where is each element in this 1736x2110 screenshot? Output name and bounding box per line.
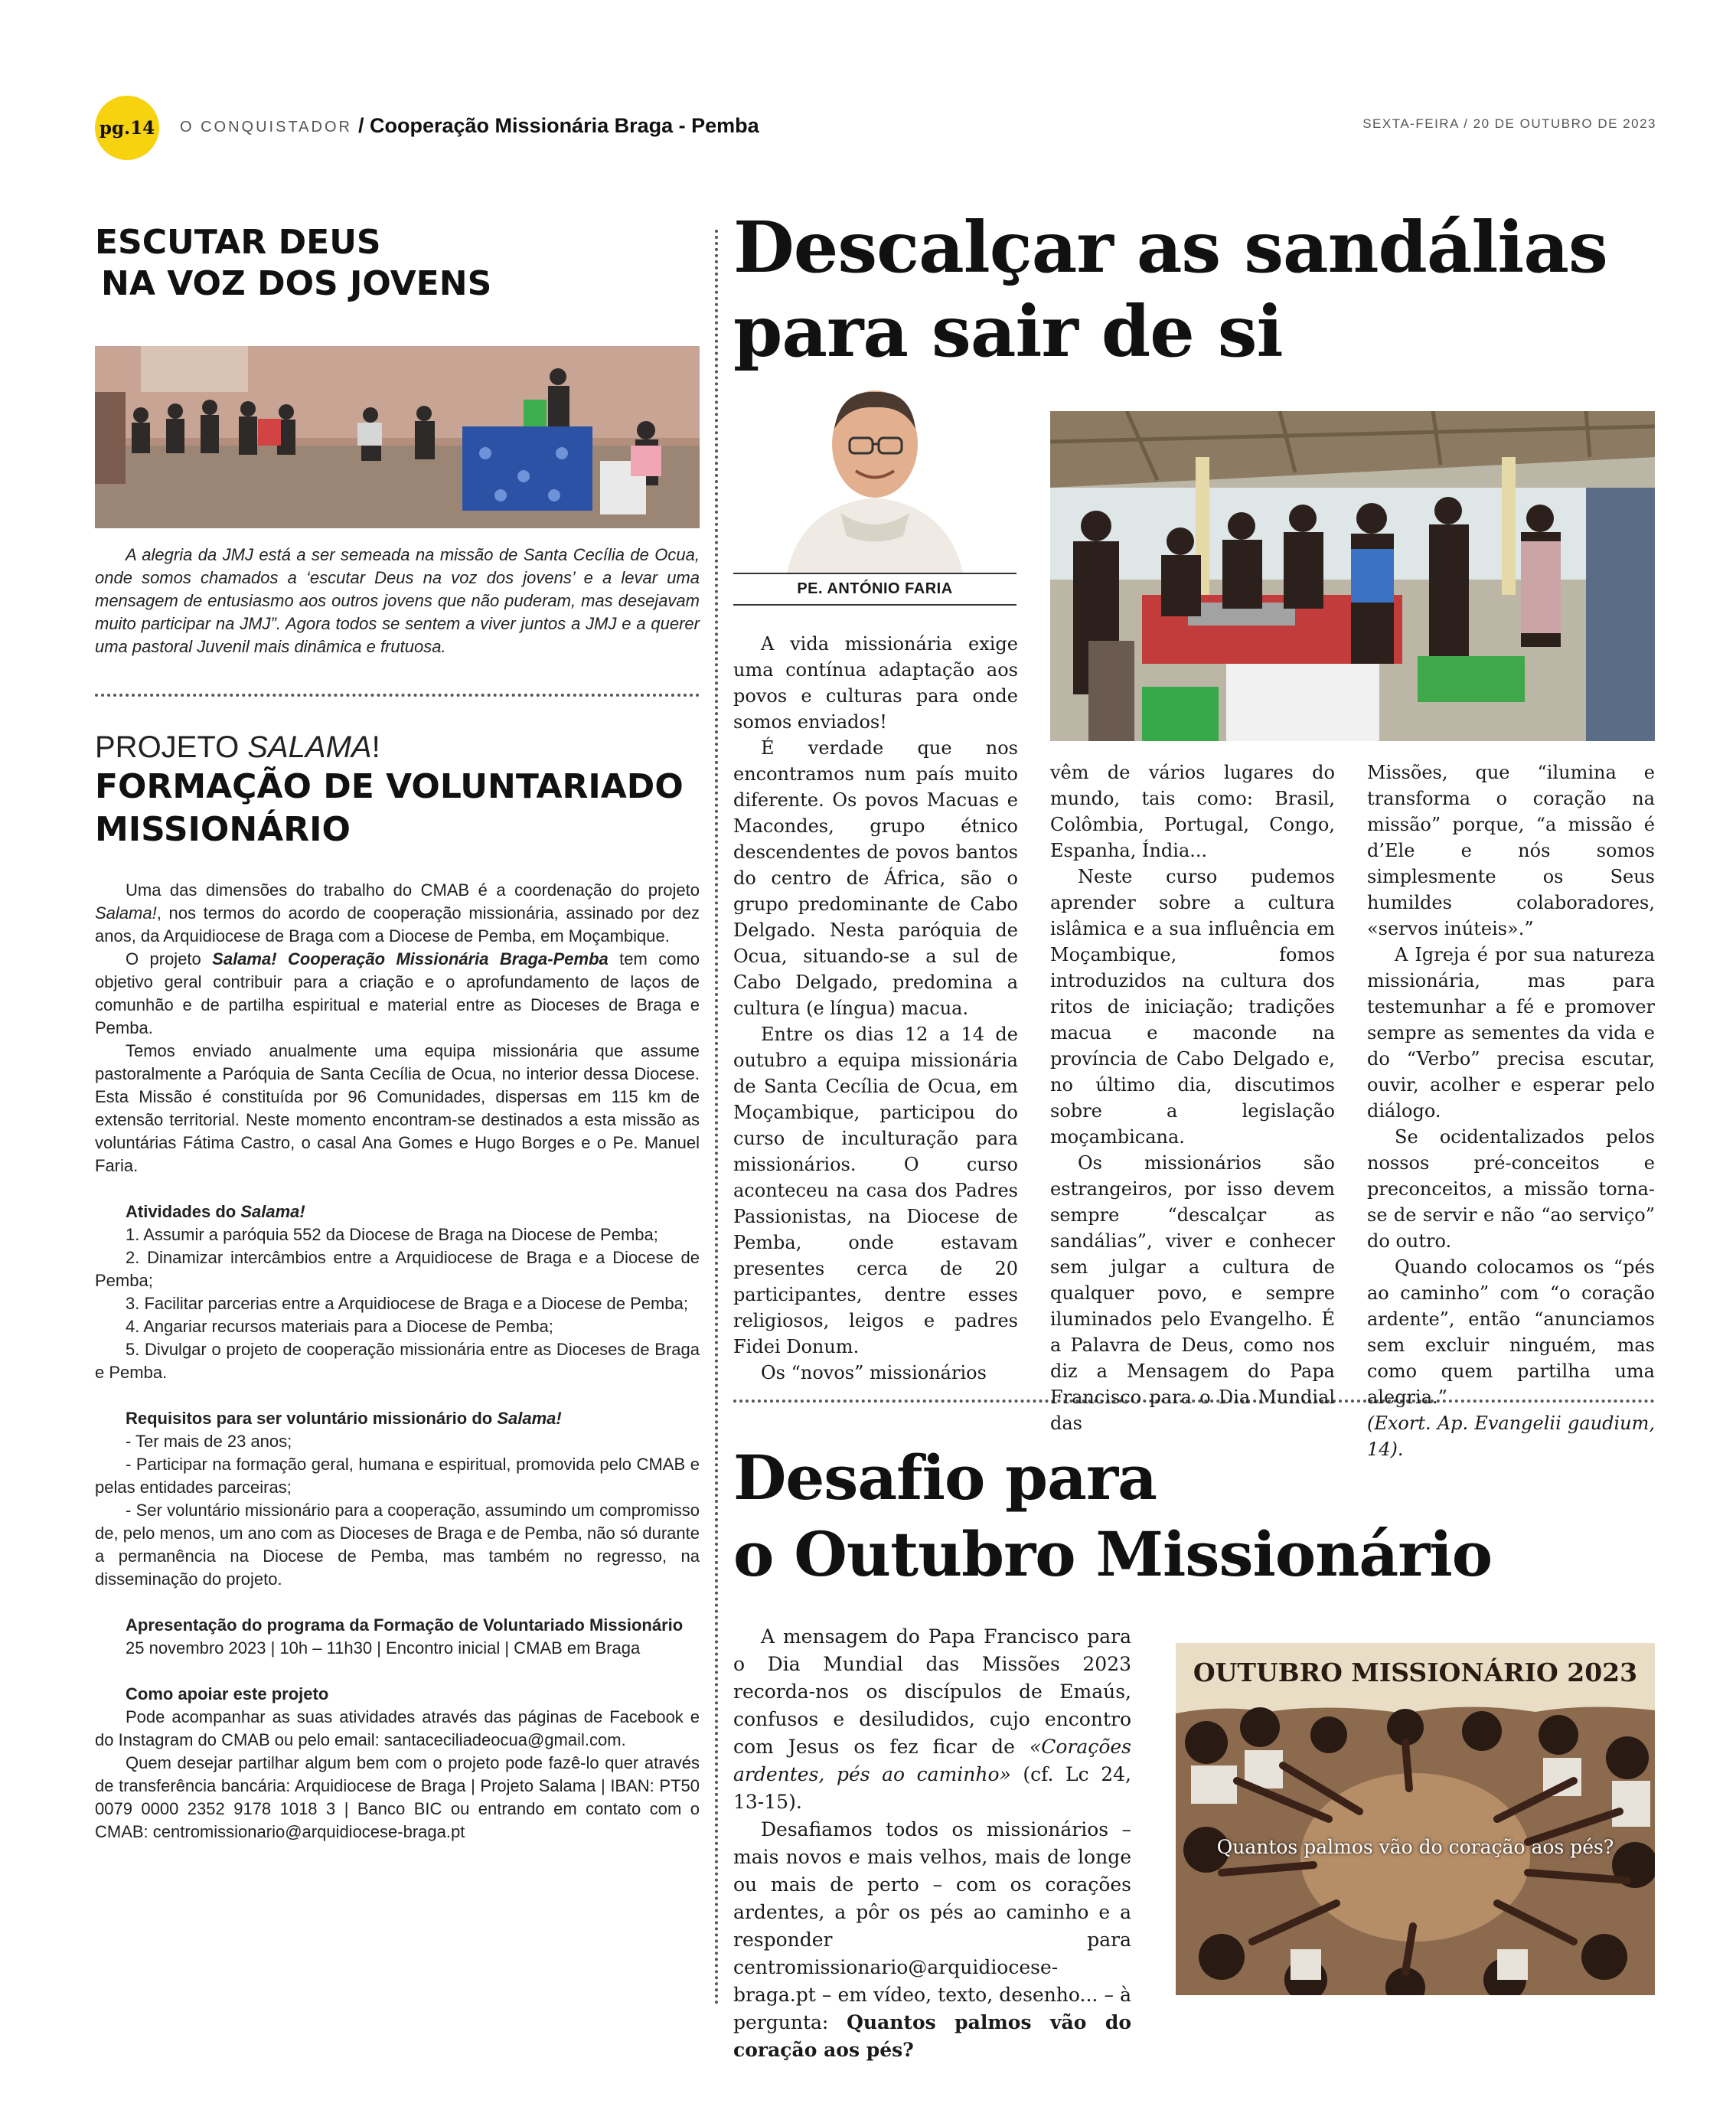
title-line: FORMAÇÃO DE VOLUNTARIADO [95,767,684,806]
text: O projeto [126,949,213,968]
list-item: - Participar na formação geral, humana e espiritual, promovida pelo CMAB e pelas entidades parceiras; [95,1455,700,1497]
title-line: NA VOZ DOS JOVENS [101,264,492,303]
article-column [1367,759,1655,1462]
text: Atividades do [126,1202,241,1221]
headline-line: Descalçar as sandálias [733,206,1607,289]
poster-title: OUTUBRO MISSIONÁRIO 2023 [1193,1657,1638,1687]
paragraph: Entre os dias 12 a 14 de outubro a equipa missionária de Santa Cecília de Ocua, em Moçambique, participou do curso de inculturação para missionários. O curso aconteceu na casa dos Padres Passionistas, na Diocese de Pemba, onde estavam presentes cerca de 20 participantes, dentre esses religiosos, leigos e padres Fidei Donum. [733,1024,1018,1357]
poster-question: Quantos palmos vão do coração aos pés? [1216,1836,1614,1858]
list-item: 3. Facilitar parcerias entre a Arquidiocese de Braga e a Diocese de Pemba; [126,1294,688,1313]
project-kicker [95,729,700,766]
text: tem como objetivo geral contribuir para a criação e o aprofundamento de laços de comunhão e de partilha espiritual e material entre as Dioceses de Braga e Pemba. [95,949,700,1037]
article-column [1050,759,1335,1436]
author-portrait [733,383,1016,573]
paragraph [733,1816,1131,2064]
reference: (Exort. Ap. Evangelii gaudium, 14). [1367,1413,1655,1460]
section-title: / Cooperação Missionária Braga - Pemba [358,114,759,137]
issue-date: SEXTA-FEIRA / 20 DE OUTUBRO DE 2023 [1362,116,1656,131]
paragraph: Os “novos” missionários [761,1362,987,1383]
paragraph: Pode acompanhar as suas atividades através das páginas de Facebook e do Instagram do CMAB ou pelo email: santaceciliadeocua@gmail.com. [95,1707,700,1749]
project-body [95,879,700,1844]
headline-line: o Outubro Missionário [733,1518,1493,1590]
section-separator [95,694,700,697]
photo-caption: A alegria da JMJ está a ser semeada na missão de Santa Cecília de Ocua, onde somos chamados a ‘escutar Deus na voz dos jovens’ e a levar uma mensagem de entusiasmo aos outros jovens que não puderam, mas desejavam muito participar na JMJ”. Agora todos se sentem a viver juntos a JMJ e a querer uma pastoral Juvenil mais dinâmica e frutuosa. [95,545,700,656]
paragraph: Quem desejar partilhar algum bem com o projeto pode fazê-lo quer através de transferência bancária: Arquidiocese de Braga | Projeto Salama | IBAN: PT50 0079 0000 2352 9178 1018 3 | Banco BIC ou entrando em contato com o CMAB: centromissionario@arquidiocese-braga.pt [95,1753,700,1841]
headline-desafio [733,1439,1492,1592]
author-name: PE. ANTÓNIO FARIA [733,577,1016,606]
text: , nos termos do acordo de cooperação missionária, assinado por dez anos, da Arquidiocese de Braga com a Diocese de Pemba, em Moçambique. [95,903,700,946]
paragraph: A Igreja é por sua natureza missionária, mas para testemunhar a fé e promover sempre as sementes da vida e do “Verbo” precisa escutar, ouvir, acolher e esperar pelo diálogo. [1367,944,1655,1122]
mission-course-photo [1050,411,1655,741]
column-separator [715,230,718,2006]
text-emphasis: Salama! [497,1409,562,1428]
publication-name: O CONQUISTADOR [180,119,352,136]
text-emphasis: Salama! Cooperação Missionária Braga-Pemba [212,949,609,968]
headline-line: para sair de si [733,290,1283,373]
headline-line: Desafio para [733,1442,1157,1514]
author-rule [733,573,1016,574]
text: (cf. Lc 24, 13-15). [733,1763,1131,1813]
presentation-heading: Apresentação do programa da Formação de Voluntariado Missionário [126,1615,684,1635]
text-emphasis: Salama! [240,1202,305,1221]
paragraph: Se ocidentalizados pelos nossos pré-conceitos e preconceitos, a missão torna-se de servir e não “ao serviço” do outro. [1367,1126,1655,1252]
article-title-escutar [95,222,700,305]
text: Requisitos para ser voluntário missionário do [126,1409,498,1428]
title-line: MISSIONÁRIO [95,810,351,849]
paragraph: Temos enviado anualmente uma equipa missionária que assume pastoralmente a Paróquia de Santa Cecília de Ocua, no interior dessa Diocese. Esta Missão é constituída por 96 Comunidades, dispersas em 115 km de extensão territorial. Neste momento encontram-se destinados a esta missão as voluntárias Fátima Castro, o casal Ana Gomes e Hugo Borges e o Pe. Manuel Faria. [95,1041,700,1175]
list-item: - Ser voluntário missionário para a cooperação, assumindo um compromisso de, pelo menos, um ano com as Dioceses de Braga e de Pemba, não só durante a permanência na Diocese de Pemba, mas também no regresso, na disseminação do projeto. [95,1501,700,1589]
kicker-text: ! [371,730,380,764]
headline-descalcar [733,205,1607,374]
article-column [733,631,1018,1386]
outubro-missionario-poster [1176,1643,1655,1995]
paragraph: É verdade que nos encontramos num país muito diferente. Os povos Macuas e Macondes, grupo étnico descendentes de povos bantos do centro de África, são o grupo predominante de Cabo Delgado. Nesta paróquia de Ocua, situando-se a sul de Cabo Delgado, predomina a cultura (e língua) macua. [733,737,1018,1019]
title-line: ESCUTAR DEUS [95,223,381,262]
paragraph [733,1623,1131,1816]
text-emphasis: Salama! [95,903,157,923]
project-title [95,766,700,851]
paragraph: vêm de vários lugares do mundo, tais como: Brasil, Colômbia, Portugal, Congo, Espanha, Índia... [1050,762,1335,861]
presentation-detail: 25 novembro 2023 | 10h – 11h30 | Encontro inicial | CMAB em Braga [126,1638,641,1658]
paragraph [95,948,700,1040]
paragraph: Missões, que “ilumina e transforma o coração na missão” porque, “a missão é d’Ele e nós somos simplesmente os Seus humildes colaboradores, «servos inúteis».” [1367,762,1655,939]
list-item: 5. Divulgar o projeto de cooperação missionária entre as Dioceses de Braga e Pemba. [95,1340,700,1382]
support-heading: Como apoiar este projeto [126,1684,329,1703]
text: A mensagem do Papa Francisco para o Dia Mundial das Missões 2023 recorda-nos os discípulos de Emaús, confusos e desiludidos, cujo encontro com Jesus os fez ficar de [733,1625,1131,1758]
list-item: 1. Assumir a paróquia 552 da Diocese de Braga na Diocese de Pemba; [126,1225,658,1244]
text: Desafiamos todos os missionários – mais novos e mais velhos, mais de longe ou mais de perto – com os corações ardentes, a pôr os pés ao caminho e a responder para centromissionario@arquidiocese-braga.pt – em vídeo, texto, desenho... – à pergunta: [733,1818,1131,2033]
paragraph: Quando colocamos os “pés ao caminho” com “o coração ardente”, então “anunciamos sem excluir ninguém, mas como quem partilha uma alegria.” [1367,1256,1655,1408]
text: Uma das dimensões do trabalho do CMAB é a coordenação do projeto [126,880,700,900]
text-emphasis: «Corações ardentes, pés ao caminho» [733,1736,1131,1785]
paragraph [95,879,700,948]
list-item: 2. Dinamizar intercâmbios entre a Arquidiocese de Braga e a Diocese de Pemba; [95,1248,700,1290]
list-item: - Ter mais de 23 anos; [126,1432,292,1451]
page-number: pg.14 [99,117,155,139]
list-item: 4. Angariar recursos materiais para a Diocese de Pemba; [126,1317,553,1336]
paragraph: A vida missionária exige uma contínua adaptação aos povos e culturas para onde somos enviados! [733,633,1018,733]
page-number-badge [95,96,159,160]
kicker-emphasis: SALAMA [247,730,372,764]
kicker-text: PROJETO [95,730,248,764]
paragraph: Neste curso pudemos aprender sobre a cultura islâmica e a sua influência em Moçambique, fomos introduzidos na cultura dos ritos de iniciação; tradições macua e maconde na província de Cabo Delgado e, no último dia, discutimos sobre a legislação moçambicana. [1050,866,1335,1148]
youth-meeting-photo [95,346,700,528]
activities-heading [95,1200,700,1223]
requirements-heading [95,1407,700,1430]
text-strong: Quantos palmos vão do coração aos pés? [733,2011,1132,2061]
paragraph: Os missionários são estrangeiros, por isso devem sempre “descalçar as sandálias”, viver e conhecer sem julgar a cultura de qualquer povo, e sempre iluminados pelo Evangelho. É a Palavra de Deus, como nos diz a Mensagem do Papa Francisco para o Dia Mundial das [1050,1152,1335,1434]
article-column [733,1623,1131,2064]
